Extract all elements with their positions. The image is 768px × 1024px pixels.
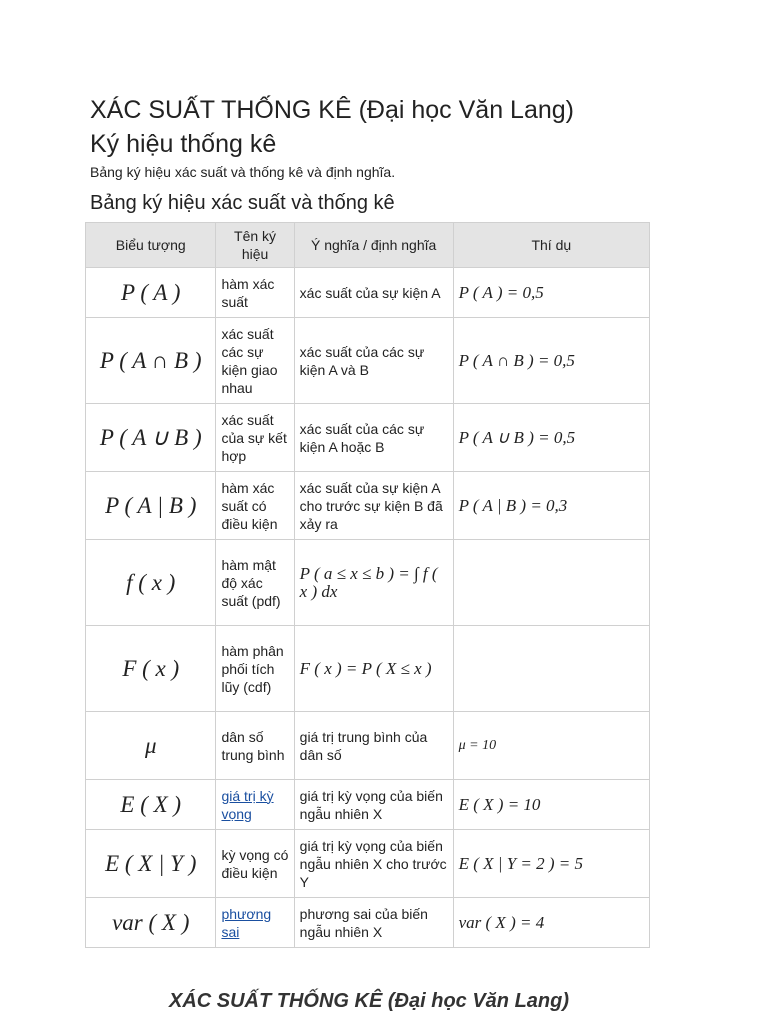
meaning-cell xyxy=(294,540,453,626)
meaning-cell: xác suất của các sự kiện A hoặc B xyxy=(294,404,453,472)
intro-text: Bảng ký hiệu xác suất và thống kê và định nghĩa. xyxy=(90,164,396,180)
name-cell: dân số trung bình xyxy=(216,712,294,780)
meaning-cell: giá trị trung bình của dân số xyxy=(294,712,453,780)
name-cell xyxy=(216,898,294,948)
table-row xyxy=(86,898,650,948)
example-cell: var ( X ) = 4 xyxy=(453,898,649,948)
table-row xyxy=(86,540,650,626)
symbol-cell: E ( X | Y ) xyxy=(86,830,216,898)
name-cell: hàm xác suất xyxy=(216,268,294,318)
meaning-cell: xác suất của sự kiện A cho trước sự kiện B đã xảy ra xyxy=(294,472,453,540)
cdf-formula: F ( x ) = P ( X ≤ x ) xyxy=(299,658,432,678)
example-cell: P ( A ∩ B ) = 0,5 xyxy=(453,318,649,404)
page-footer: XÁC SUẤT THỐNG KÊ (Đại học Văn Lang) xyxy=(168,990,570,1012)
example-cell: P ( A ∪ B ) = 0,5 xyxy=(453,404,649,472)
table-row xyxy=(86,472,650,540)
expected-value-link[interactable]: giá trị kỳ vọng xyxy=(221,787,274,822)
document-subtitle: Ký hiệu thống kê xyxy=(90,130,277,158)
name-cell: hàm mật độ xác suất (pdf) xyxy=(216,540,294,626)
table-row xyxy=(86,712,650,780)
symbol-cell: P ( A ) xyxy=(86,268,216,318)
name-cell: xác suất các sự kiện giao nhau xyxy=(216,318,294,404)
example-cell xyxy=(453,540,649,626)
symbols-table xyxy=(85,222,650,948)
table-row xyxy=(86,780,650,830)
meaning-cell: giá trị kỳ vọng của biến ngẫu nhiên X xyxy=(294,780,453,830)
document-body xyxy=(90,93,690,219)
name-cell: kỳ vọng có điều kiện xyxy=(216,830,294,898)
table-row xyxy=(86,626,650,712)
name-cell xyxy=(216,780,294,830)
meaning-cell: giá trị kỳ vọng của biến ngẫu nhiên X cho trước Y xyxy=(294,830,453,898)
table-row xyxy=(86,268,650,318)
meaning-cell xyxy=(294,626,453,712)
example-cell: E ( X ) = 10 xyxy=(453,780,649,830)
header-name: Tên ký hiệu xyxy=(216,223,294,268)
symbol-cell: var ( X ) xyxy=(86,898,216,948)
variance-link[interactable]: phương sai xyxy=(221,905,272,940)
header-symbol: Biểu tượng xyxy=(86,223,216,268)
name-cell: hàm xác suất có điều kiện xyxy=(216,472,294,540)
example-cell: μ = 10 xyxy=(453,712,649,780)
symbol-cell: μ xyxy=(86,712,216,780)
section-title: Bảng ký hiệu xác suất và thống kê xyxy=(90,192,395,214)
symbol-cell: P ( A | B ) xyxy=(86,472,216,540)
document-title: XÁC SUẤT THỐNG KÊ (Đại học Văn Lang) xyxy=(90,96,574,124)
example-cell: P ( A | B ) = 0,3 xyxy=(453,472,649,540)
pdf-formula: P ( a ≤ x ≤ b ) = ∫ f ( x ) dx xyxy=(299,563,438,601)
example-cell: E ( X | Y = 2 ) = 5 xyxy=(453,830,649,898)
symbol-cell: E ( X ) xyxy=(86,780,216,830)
name-cell: xác suất của sự kết hợp xyxy=(216,404,294,472)
table-row xyxy=(86,318,650,404)
table-header-row xyxy=(86,223,650,268)
symbol-cell: P ( A ∪ B ) xyxy=(86,404,216,472)
header-example: Thí dụ xyxy=(453,223,649,268)
table-row xyxy=(86,830,650,898)
meaning-cell: xác suất của sự kiện A xyxy=(294,268,453,318)
table-row xyxy=(86,404,650,472)
meaning-cell: xác suất của các sự kiện A và B xyxy=(294,318,453,404)
example-cell: P ( A ) = 0,5 xyxy=(453,268,649,318)
symbol-cell: P ( A ∩ B ) xyxy=(86,318,216,404)
name-cell: hàm phân phối tích lũy (cdf) xyxy=(216,626,294,712)
header-meaning: Ý nghĩa / định nghĩa xyxy=(294,223,453,268)
symbol-cell: F ( x ) xyxy=(86,626,216,712)
example-cell xyxy=(453,626,649,712)
meaning-cell: phương sai của biến ngẫu nhiên X xyxy=(294,898,453,948)
symbol-cell: f ( x ) xyxy=(86,540,216,626)
